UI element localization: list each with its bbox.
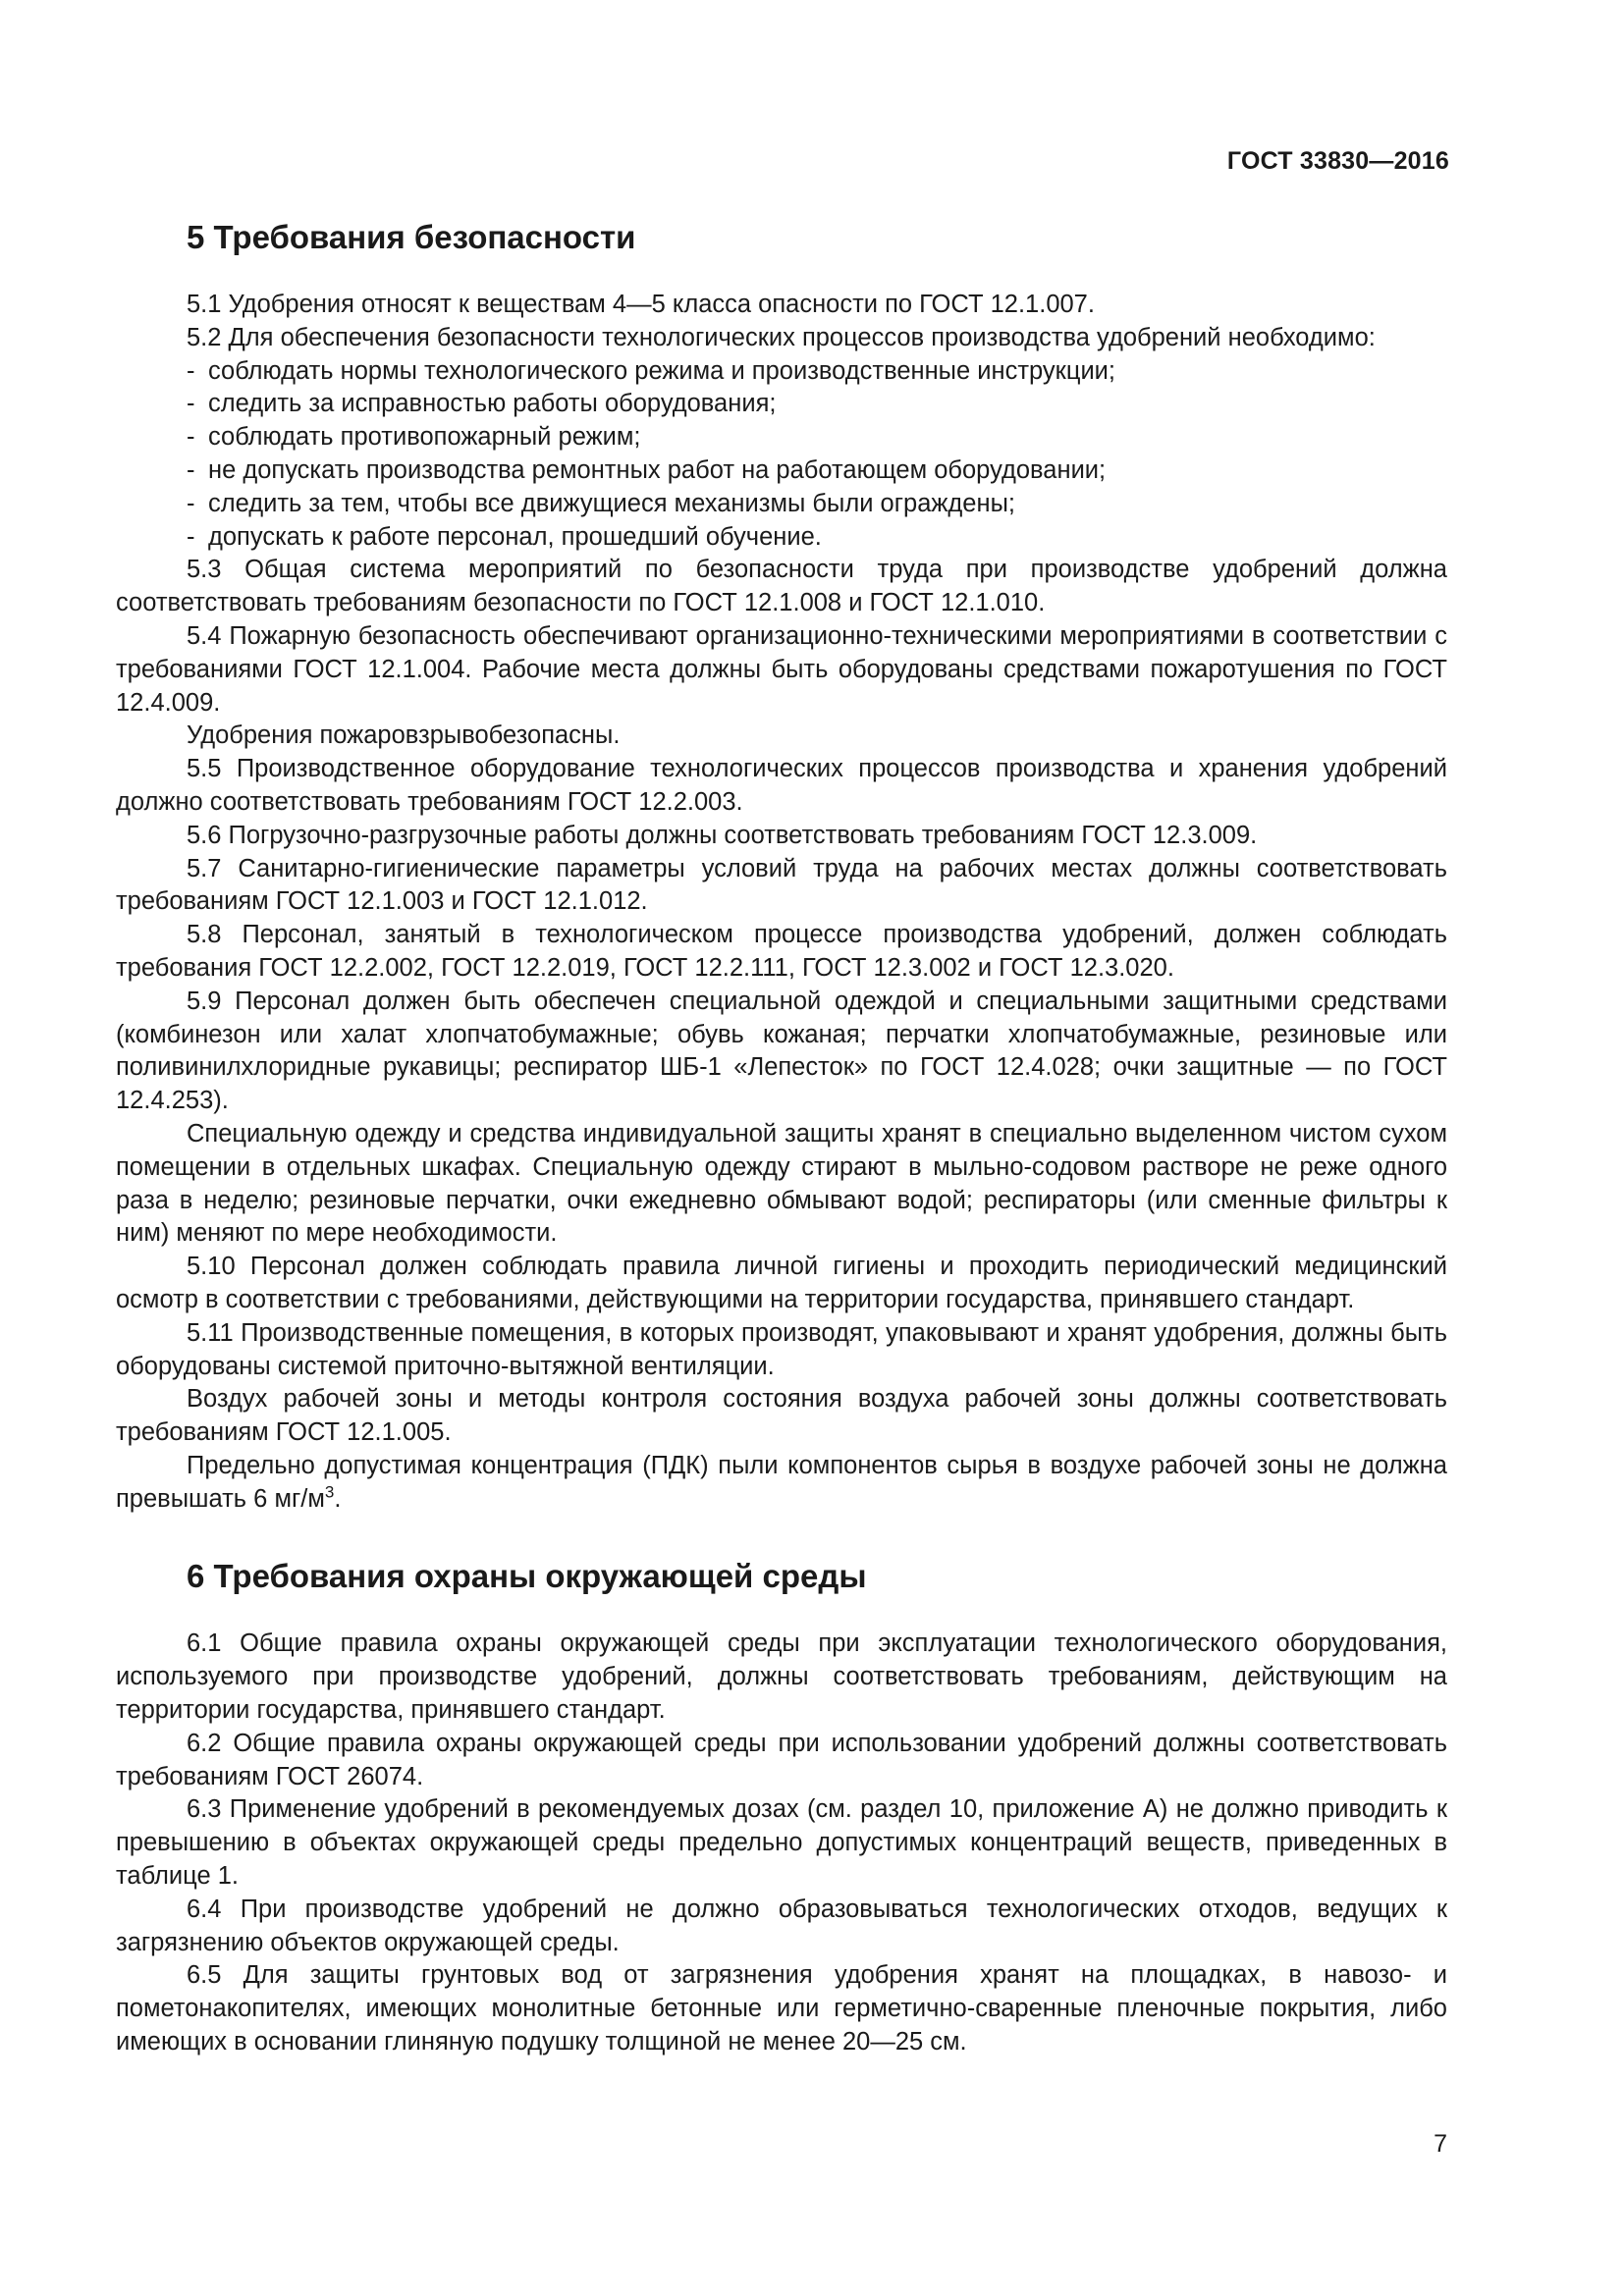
paragraph-5-4-note: Удобрения пожаровзрывобезопасны. — [187, 721, 621, 750]
dash-marker: - — [187, 356, 195, 385]
list-item: - не допускать производства ремонтных работ на работающем оборудовании; — [116, 454, 1447, 488]
paragraph-5-9: 5.9 Персонал должен быть обеспечен специальной одеждой и специальными защитными средствами (комбинезон или халат хлопчатобумажные; обувь кожаная; перчатки хлопчатобумажные, резиновые или поливинилхлоридные рукавицы; респиратор ШБ-1 «Лепесток» по ГОСТ 12.4.028; очки защитные — по ГОСТ 12.4.253). — [116, 987, 1447, 1115]
paragraph-5-8: 5.8 Персонал, занятый в технологическом процессе производства удобрений, должен соблюдать требования ГОСТ 12.2.002, ГОСТ 12.2.019, ГОСТ 12.2.111, ГОСТ 12.3.002 и ГОСТ 12.3.020. — [116, 921, 1447, 982]
list-item: - следить за тем, чтобы все движущиеся механизмы были ограждены; — [116, 488, 1447, 521]
dash-marker: - — [187, 489, 195, 517]
requirements-list — [116, 355, 1447, 555]
paragraph-5-11: 5.11 Производственные помещения, в которых производят, упаковывают и хранят удобрения, должны быть оборудованы системой приточно-вытяжной вентиляции. — [116, 1318, 1447, 1380]
page-number: 7 — [1434, 2130, 1447, 2158]
paragraph-6-3: 6.3 Применение удобрений в рекомендуемых дозах (см. раздел 10, приложение А) не должно приводить к превышению в объектах окружающей среды предельно допустимых концентраций веществ, приведенных в таблице 1. — [116, 1795, 1447, 1891]
section-6-title: 6 Требования охраны окружающей среды — [187, 1558, 867, 1595]
list-item: - соблюдать нормы технологического режима и производственные инструкции; — [116, 355, 1447, 389]
list-item: - соблюдать противопожарный режим; — [116, 421, 1447, 454]
document-content — [116, 216, 1447, 2059]
paragraph-5-11-air: Воздух рабочей зоны и методы контроля состояния воздуха рабочей зоны должны соответствовать требованиям ГОСТ 12.1.005. — [116, 1385, 1447, 1447]
paragraph-6-5: 6.5 Для защиты грунтовых вод от загрязнения удобрения хранят на площадках, в навозо- и пометонакопителях, имеющих монолитные бетонные или герметично-сваренные пленочные покрытия, либо имеющих в основании глиняную подушку толщиной не менее 20—25 см. — [116, 1961, 1447, 2056]
dash-marker: - — [187, 390, 195, 418]
dash-marker: - — [187, 423, 195, 452]
paragraph-5-11-pdk: Предельно допустимая концентрация (ПДК) пыли компонентов сырья в воздухе рабочей зоны не должна превышать 6 $мг/м^3$. — [116, 1451, 1447, 1513]
paragraph-5-5: 5.5 Производственное оборудование технологических процессов производства и хранения удобрений должно соответствовать требованиям ГОСТ 12.2.003. — [116, 755, 1447, 816]
paragraph-5-10: 5.10 Персонал должен соблюдать правила личной гигиены и проходить периодический медицинский осмотр в соответствии с требованиями, действующими на территории государства, принявшего стандарт. — [116, 1253, 1447, 1313]
paragraph-5-9-storage: Специальную одежду и средства индивидуальной защиты хранят в специально выделенном чистом сухом помещении в отдельных шкафах. Специальную одежду стирают в мыльно-содовом растворе не реже одного раза в неделю; резиновые перчатки, очки ежедневно обмывают водой; респираторы (или сменные фильтры к ним) меняют по мере необходимости. — [116, 1119, 1447, 1248]
paragraph-6-1: 6.1 Общие правила охраны окружающей среды при эксплуатации технологического оборудования, используемого при производстве удобрений, должны соответствовать требованиям, действующим на территории государства, принявшего стандарт. — [116, 1629, 1447, 1725]
section-5-title: 5 Требования безопасности — [187, 219, 636, 255]
paragraph-5-7: 5.7 Санитарно-гигиенические параметры условий труда на рабочих местах должны соответствовать требованиям ГОСТ 12.1.003 и ГОСТ 12.1.012. — [116, 854, 1447, 916]
paragraph-5-6: 5.6 Погрузочно-разгрузочные работы должны соответствовать требованиям ГОСТ 12.3.009. — [187, 821, 1258, 849]
paragraph-5-2: 5.2 Для обеспечения безопасности технологических процессов производства удобрений необходимо: — [187, 323, 1376, 351]
document-code-header: ГОСТ 33830—2016 — [1226, 147, 1449, 175]
dash-marker: - — [187, 522, 195, 551]
paragraph-6-4: 6.4 При производстве удобрений не должно образовываться технологических отходов, ведущих к загрязнению объектов окружающей среды. — [116, 1895, 1447, 1956]
list-item: - следить за исправностью работы оборудования; — [116, 388, 1447, 421]
paragraph-5-1: 5.1 Удобрения относят к веществам 4—5 класса опасности по ГОСТ 12.1.007. — [187, 291, 1095, 318]
superscript: 3 — [324, 1482, 335, 1502]
list-item: - допускать к работе персонал, прошедший обучение. — [116, 521, 1447, 555]
dash-marker: - — [187, 455, 195, 484]
paragraph-5-3: 5.3 Общая система мероприятий по безопасности труда при производстве удобрений должна соответствовать требованиям безопасности по ГОСТ 12.1.008 и ГОСТ 12.1.010. — [116, 556, 1447, 617]
paragraph-5-4: 5.4 Пожарную безопасность обеспечивают организационно-техническими мероприятиями в соответствии с требованиями ГОСТ 12.1.004. Рабочие места должны быть оборудованы средствами пожаротушения по ГОСТ 12.4.009. — [116, 621, 1447, 717]
paragraph-6-2: 6.2 Общие правила охраны окружающей среды при использовании удобрений должны соответствовать требованиям ГОСТ 26074. — [116, 1729, 1447, 1790]
